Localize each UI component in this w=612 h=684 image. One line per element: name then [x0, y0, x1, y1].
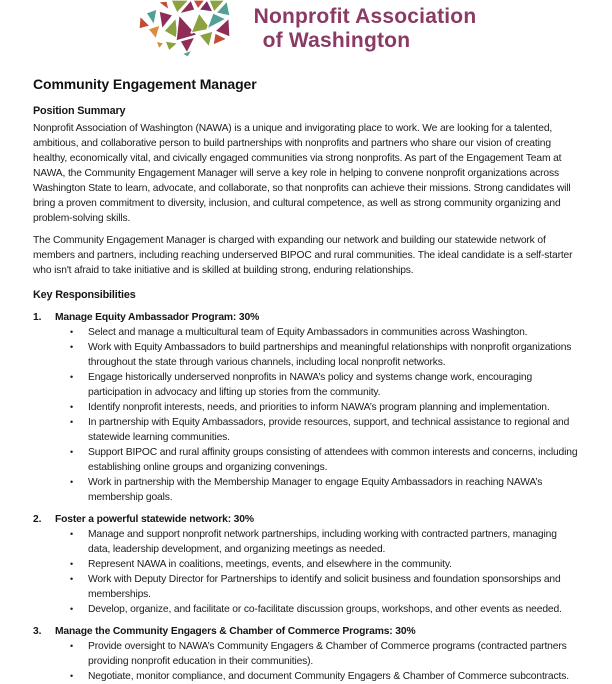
- bullet-item: [33, 572, 579, 602]
- bullet-text: Develop, organize, and facilitate or co-facilitate discussion groups, workshops, and other events as needed.: [88, 604, 562, 615]
- bullet-icon: •: [70, 402, 74, 412]
- responsibility-title: Manage Equity Ambassador Program: 30%: [55, 312, 260, 323]
- bullet-item: [33, 527, 579, 557]
- position-summary-paragraph-2: The Community Engagement Manager is charged with expanding our network and building our statewide network of members and partners, including reaching underserved BIPOC and rural communities. The ideal candidate is a self-starter who isn't afraid to take initiative and is skilled at building strong, enduring relationships.: [33, 235, 573, 276]
- bullet-text: Negotiate, monitor compliance, and document Community Engagers & Chamber of Commerce subcontracts.: [88, 671, 569, 682]
- responsibility-title: Manage the Community Engagers & Chamber of Commerce Programs: 30%: [55, 626, 416, 637]
- bullet-item: [33, 340, 579, 370]
- org-name-line1: Nonprofit Association: [253, 5, 477, 28]
- bullet-text: Work with Equity Ambassadors to build partnerships and meaningful relationships with nonprofit organizations throughout the state through various channels, including local nonprofit networks.: [88, 342, 572, 368]
- bullet-text: Manage and support nonprofit network partnerships, including working with contracted partners, managing data, leadership development, and organizing meetings as needed.: [88, 529, 557, 555]
- bullet-icon: •: [70, 417, 74, 427]
- nawa-logo-icon: [136, 0, 234, 57]
- bullet-icon: •: [70, 327, 74, 337]
- bullet-item: [33, 669, 579, 684]
- section-heading-position-summary: Position Summary: [33, 105, 126, 117]
- list-number: 3.: [33, 626, 42, 637]
- bullet-icon: •: [70, 574, 74, 584]
- responsibility-heading: [33, 310, 579, 325]
- section-heading-key-responsibilities: Key Responsibilities: [33, 289, 136, 301]
- org-header: [0, 0, 612, 57]
- responsibility-title: Foster a powerful statewide network: 30%: [55, 514, 254, 525]
- bullet-item: [33, 602, 579, 617]
- bullet-item: [33, 475, 579, 505]
- responsibility-heading: [33, 624, 579, 639]
- bullet-text: Engage historically underserved nonprofits in NAWA’s policy and systems change work, encouraging participation in advocacy and lifting up stories from the community.: [88, 372, 533, 398]
- bullet-icon: •: [70, 671, 74, 681]
- bullet-text: Support BIPOC and rural affinity groups consisting of attendees with common interests and concerns, including establishing online groups and organizing convenings.: [88, 447, 578, 473]
- bullet-text: Work in partnership with the Membership Manager to engage Equity Ambassadors in reaching NAWA’s membership goals.: [88, 477, 543, 503]
- bullet-item: [33, 325, 579, 340]
- bullet-text: Identify nonprofit interests, needs, and priorities to inform NAWA’s program planning and implementation.: [88, 402, 550, 413]
- bullet-item: [33, 639, 579, 669]
- bullet-icon: •: [70, 641, 74, 651]
- bullet-item: [33, 415, 579, 445]
- document-body: [0, 77, 612, 684]
- position-summary-paragraph-1: Nonprofit Association of Washington (NAWA) is a unique and invigorating place to work. We are looking for a talented, ambitious, and collaborative person to build partnerships with nonprofits and partners who share our vision of creating healthy, economically vital, and civically engaged communities via strong nonprofits. As part of the Engagement Team at NAWA, the Community Engagement Manager will serve a key role in helping to convene nonprofit organizations across Washington State to learn, advocate, and collaborate, so that nonprofits can achieve their missions. Strong candidates will bring a proven commitment to diversity, inclusion, and cultural competence, as well as strong community organizing and problem-solving skills.: [33, 123, 571, 224]
- list-number: 2.: [33, 514, 42, 525]
- bullet-text: Select and manage a multicultural team of Equity Ambassadors in communities across Washington.: [88, 327, 528, 338]
- bullet-text: Provide oversight to NAWA’s Community Engagers & Chamber of Commerce programs (contracted partners providing nonprofit education in their communities).: [88, 641, 567, 667]
- responsibility-item-3: [33, 624, 579, 684]
- page-title: Community Engagement Manager: [33, 76, 257, 92]
- bullet-text: Represent NAWA in coalitions, meetings, events, and elsewhere in the community.: [88, 559, 452, 570]
- bullet-item: [33, 370, 579, 400]
- responsibility-heading: [33, 512, 579, 527]
- bullet-icon: •: [70, 372, 74, 382]
- bullet-icon: •: [70, 604, 74, 614]
- bullet-icon: •: [70, 477, 74, 487]
- list-number: 1.: [33, 312, 42, 323]
- responsibility-item-2: [33, 512, 579, 617]
- bullet-item: [33, 400, 579, 415]
- bullet-text: Work with Deputy Director for Partnerships to identify and solicit business and foundation sponsorships and memberships.: [88, 574, 561, 600]
- org-name-line2: of Washington: [262, 28, 411, 52]
- bullet-icon: •: [70, 529, 74, 539]
- bullet-item: [33, 445, 579, 475]
- bullet-item: [33, 557, 579, 572]
- bullet-text: In partnership with Equity Ambassadors, provide resources, support, and technical assistance to regional and statewide learning communities.: [88, 417, 570, 443]
- org-name: [254, 5, 477, 52]
- bullet-icon: •: [70, 342, 74, 352]
- bullet-icon: •: [70, 559, 74, 569]
- bullet-icon: •: [70, 447, 74, 457]
- responsibility-item-1: [33, 310, 579, 505]
